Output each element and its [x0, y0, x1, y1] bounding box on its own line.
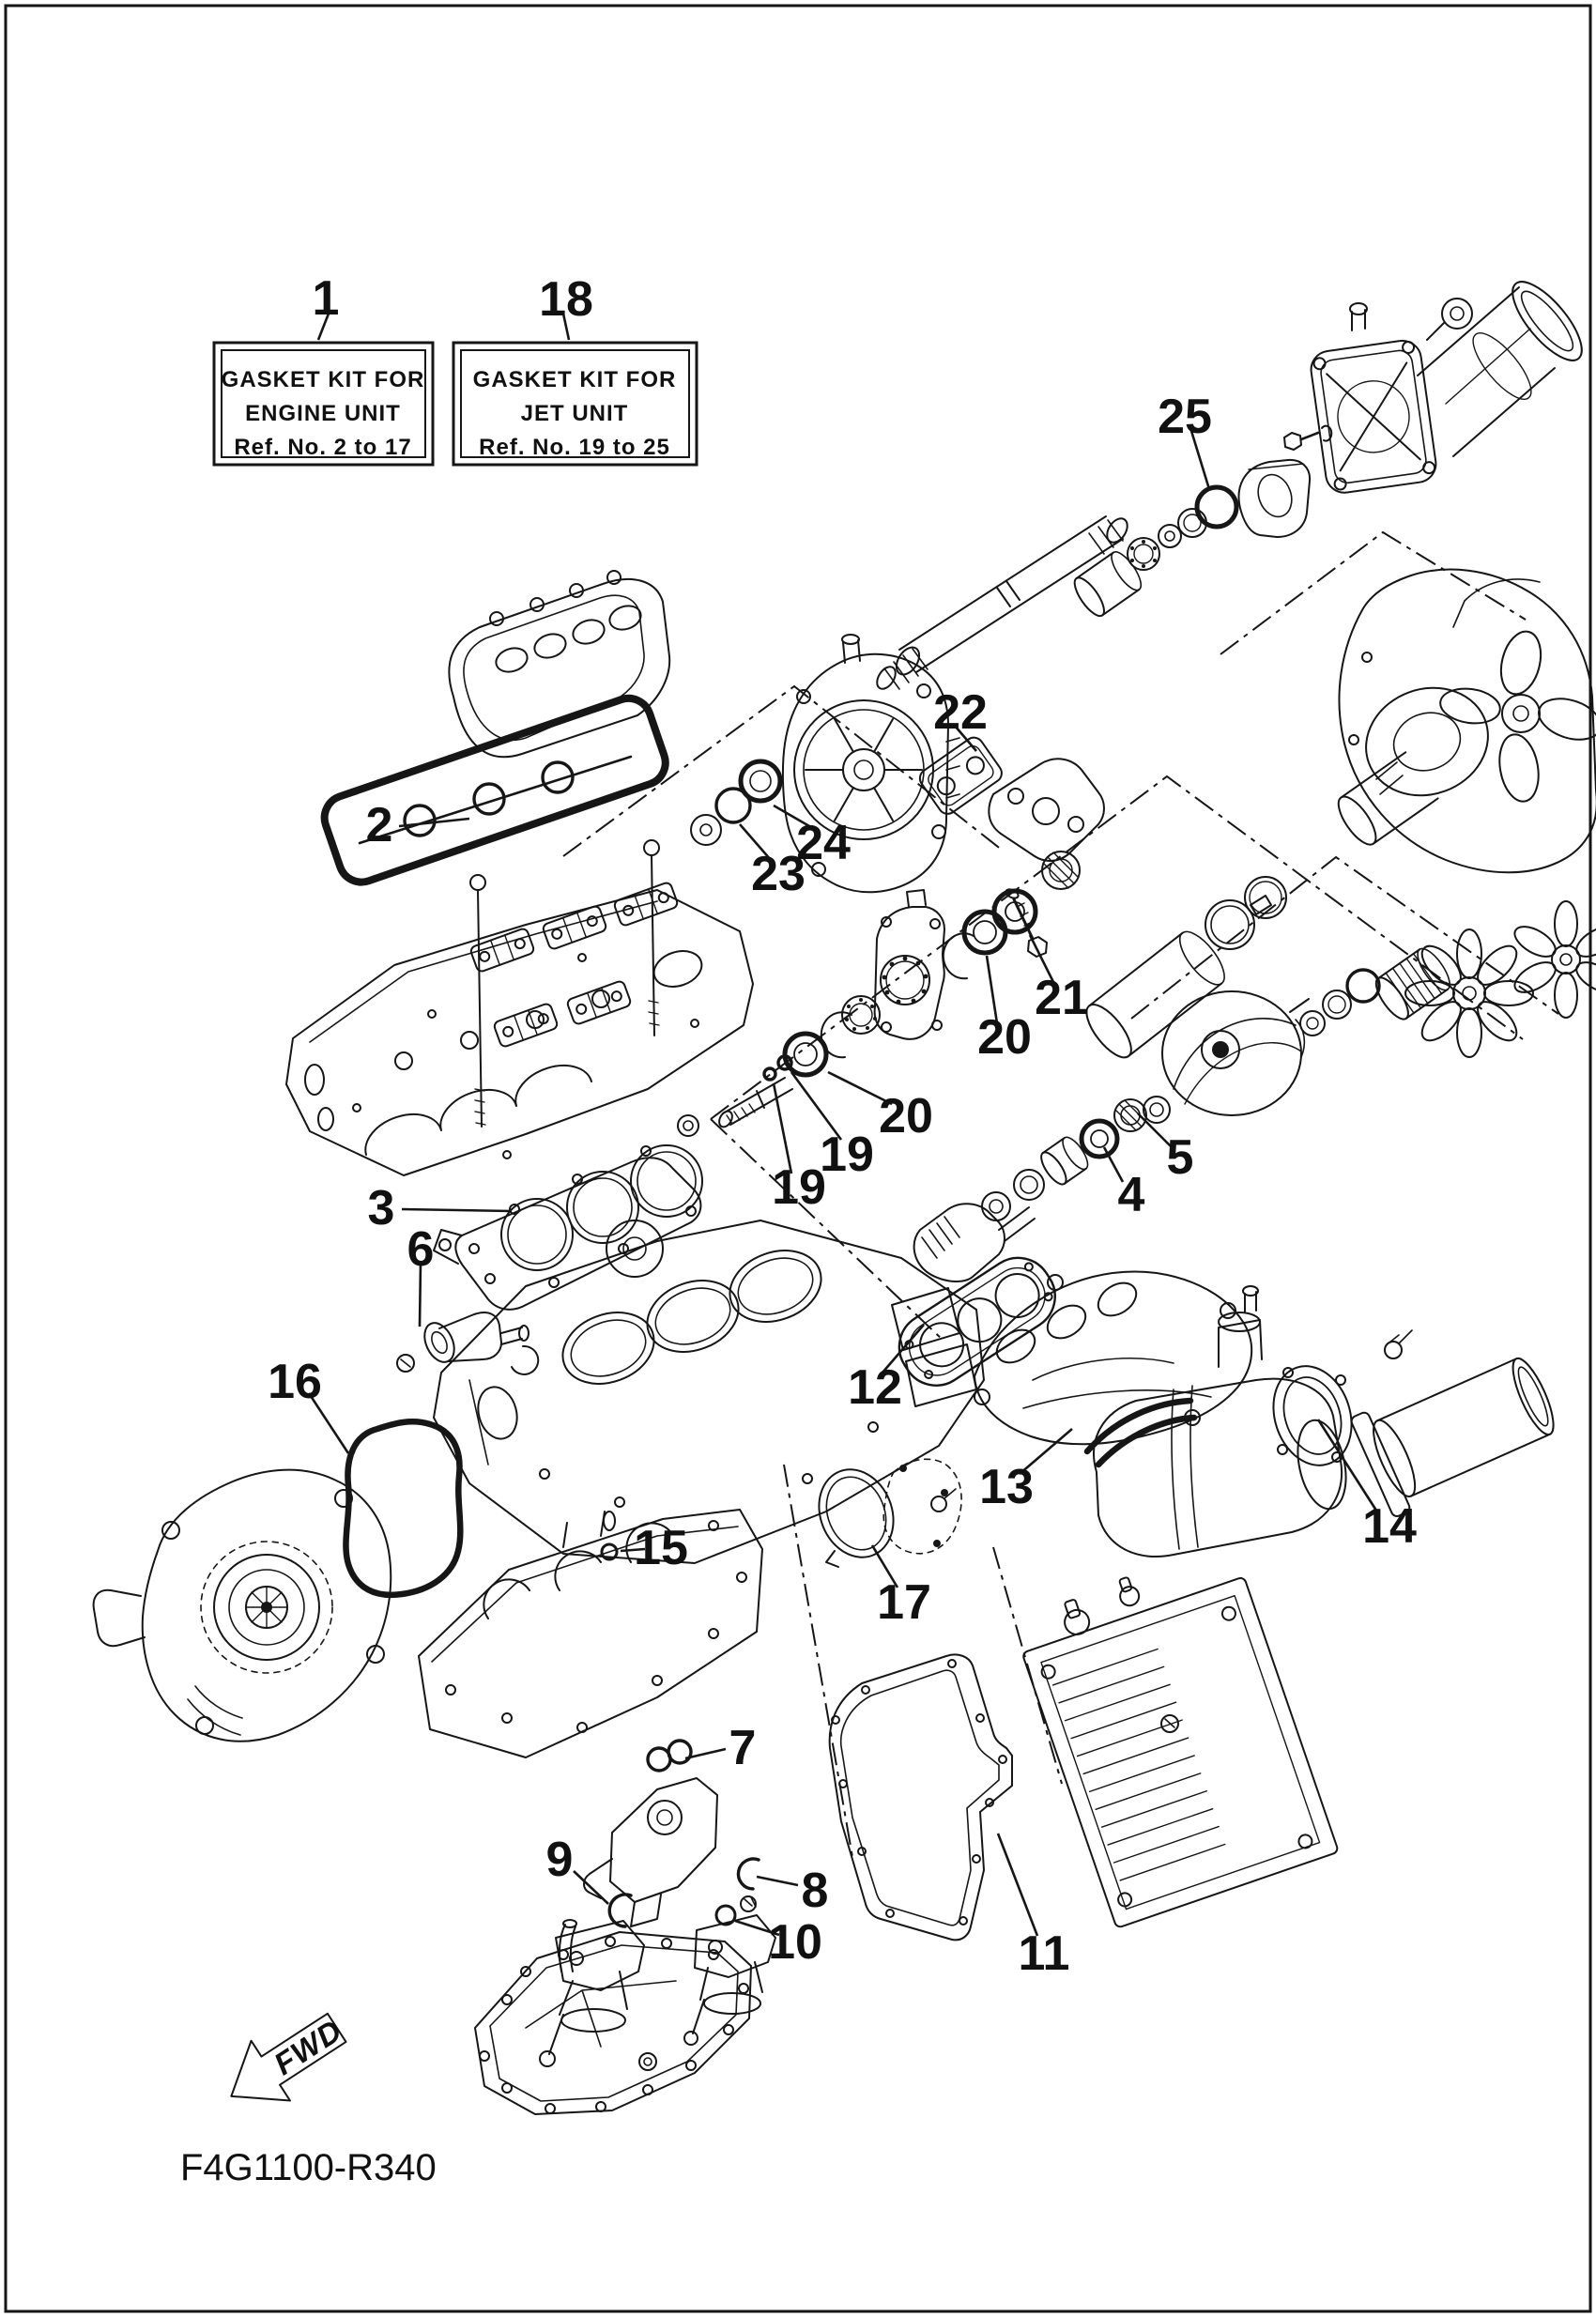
bearing-bracket-part [989, 759, 1104, 861]
camshaft-caps-part [469, 882, 679, 1048]
head-bolts-part [470, 840, 659, 1127]
oil-cooler-part [1010, 1542, 1339, 1928]
oil-pan-gasket-part [830, 1654, 1012, 1940]
impeller-group-part [1162, 901, 1596, 1115]
cooling-hose-part [1079, 877, 1286, 1065]
snap-ring-8-part [738, 1859, 759, 1889]
gasket-kit-jet-label [453, 343, 697, 465]
part-number-callout: 4 [1117, 1168, 1145, 1222]
engine-kit-title-line1: GASKET KIT FOR [221, 367, 425, 392]
fwd-arrow [212, 1997, 359, 2126]
chain-tensioner-part [397, 1312, 538, 1374]
part-number-callout: 11 [1018, 1926, 1070, 1981]
valve-cover-part [449, 571, 669, 757]
cylinder-head-part [286, 890, 753, 1175]
part-number-callout: 16 [268, 1355, 322, 1409]
thermostat-cover-gasket-part [806, 1458, 961, 1568]
fwd-arrow-label: FWD [268, 2012, 348, 2082]
engine-kit-ref-range: Ref. No. 2 to 17 [234, 435, 412, 460]
crankcase-part [419, 1510, 762, 1757]
part-number-callout: 25 [1158, 390, 1212, 444]
part-number-callout: 7 [729, 1721, 757, 1775]
head-gasket-part [434, 1145, 702, 1310]
part-number-callout: 20 [879, 1089, 933, 1143]
drive-shaft-part [873, 514, 1131, 692]
part-number-callout: 1 [312, 271, 340, 326]
part-number-callout: 6 [407, 1222, 435, 1277]
impeller-duct-part [1332, 570, 1596, 873]
part-number-callout: 3 [367, 1181, 395, 1235]
part-number-callout: 2 [365, 798, 393, 852]
part-number-callout: 20 [977, 1010, 1032, 1065]
leader-line [402, 1209, 512, 1211]
engine-kit-title-line2: ENGINE UNIT [245, 401, 401, 426]
muffler-part [1087, 1286, 1353, 1557]
jet-kit-title-line1: GASKET KIT FOR [472, 367, 677, 392]
gasket-kit-engine-label [214, 343, 433, 465]
cover-bolt-part [1284, 426, 1331, 450]
leader-line [574, 1871, 608, 1904]
part-number-callout: 19 [820, 1128, 874, 1182]
oil-strainer-left-part [540, 1921, 644, 2066]
part-number-callout: 15 [634, 1521, 688, 1575]
oil-gallery-gasket-part [648, 1741, 691, 1771]
stator-cover-gasket-part [345, 1421, 460, 1595]
part-number-callout: 18 [539, 272, 593, 327]
part-number-callout: 5 [1166, 1130, 1194, 1185]
coupling-cover-part [1309, 271, 1593, 495]
coupler-bolt-part [1005, 887, 1047, 957]
exhaust-manifold-part [974, 1271, 1251, 1444]
o-ring-25-part [1197, 487, 1236, 527]
bearing-cap-part [1069, 460, 1310, 621]
leader-line [998, 1834, 1037, 1936]
group-boundary-lines [563, 532, 1558, 1857]
part-number-callout: 10 [768, 1915, 822, 1970]
part-number-callout: 23 [751, 847, 806, 901]
part-number-callout: 12 [848, 1360, 902, 1415]
part-number-callout: 19 [772, 1160, 826, 1215]
part-number-callout: 9 [545, 1833, 574, 1887]
part-number-callout: 24 [796, 816, 851, 870]
shaft-seal-24-part [716, 761, 780, 822]
part-number-callout: 13 [979, 1460, 1034, 1514]
shaft-washer-23-part [691, 815, 721, 845]
jet-kit-ref-range: Ref. No. 19 to 25 [479, 435, 670, 460]
jet-kit-title-line2: JET UNIT [520, 401, 629, 426]
seal-4-part [1082, 1121, 1117, 1157]
leader-line [757, 1877, 798, 1885]
drawing-code: F4G1100-R340 [180, 2147, 437, 2188]
part-number-callout: 14 [1362, 1499, 1417, 1554]
part-number-callout: 22 [933, 685, 988, 740]
part-number-callout: 21 [1035, 971, 1089, 1025]
part-number-callout: 17 [877, 1575, 931, 1630]
oil-pump-part [584, 1778, 717, 1926]
part-number-callout: 8 [801, 1864, 829, 1918]
